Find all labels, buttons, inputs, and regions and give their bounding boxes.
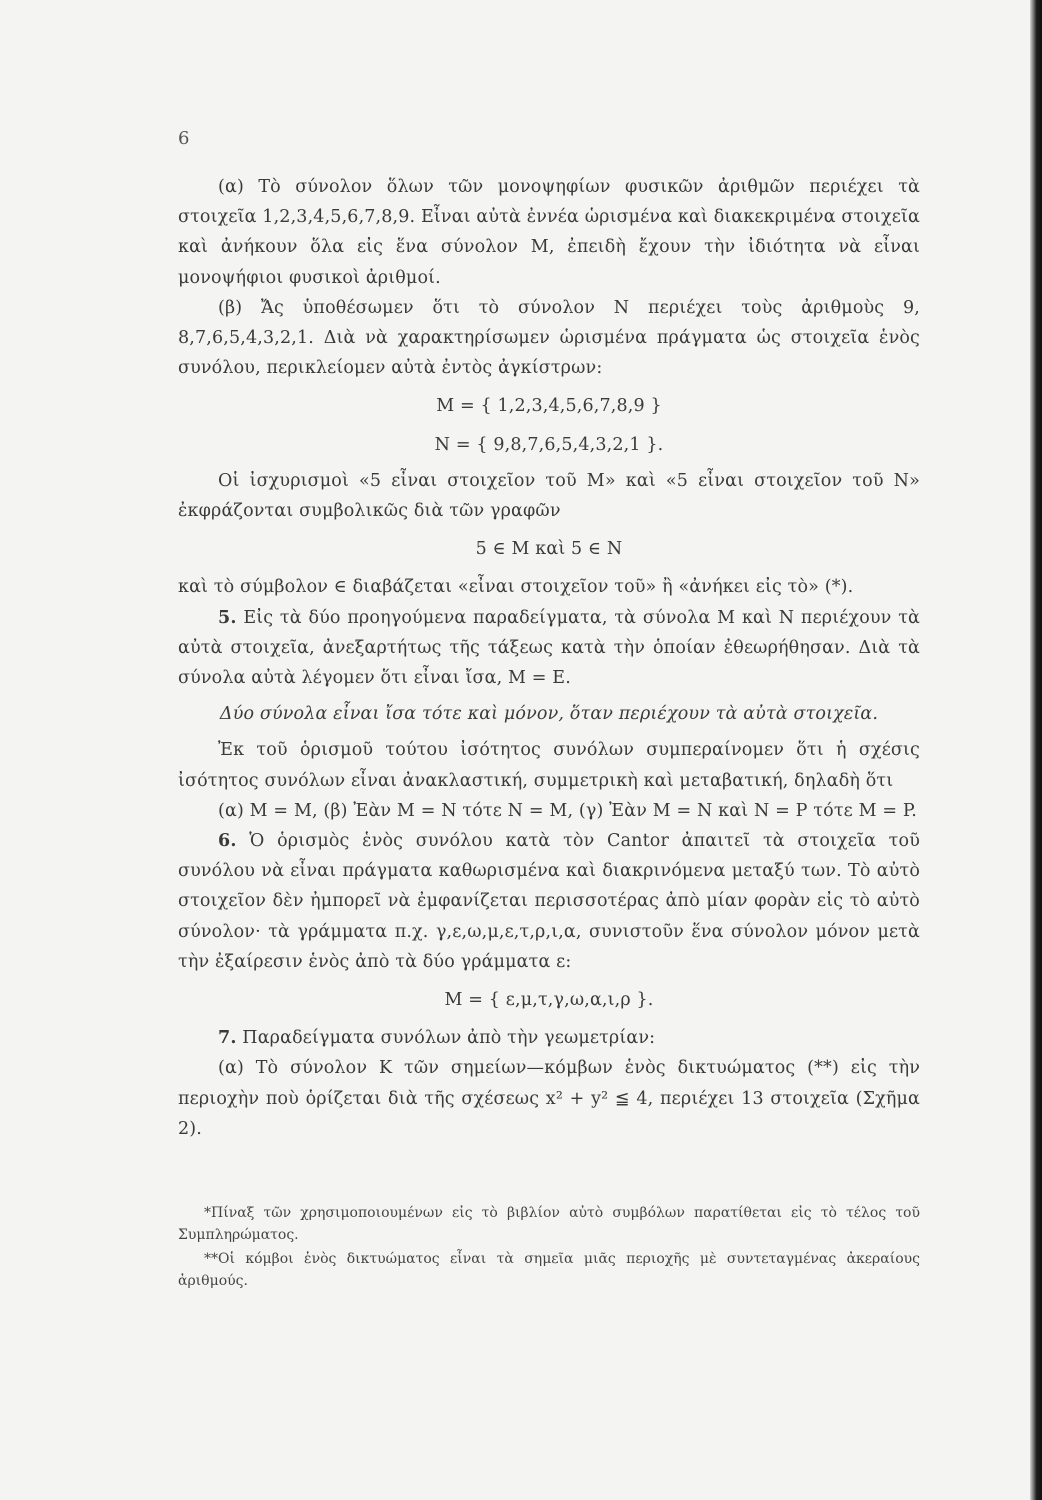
page-number: 6 bbox=[178, 128, 190, 149]
paragraph-symbol-meaning: καὶ τὸ σύμβολον ∈ διαβάζεται «εἶναι στοιχεῖον τοῦ» ἢ «ἀνήκει εἰς τὸ» (*). bbox=[178, 577, 854, 598]
section-5-paragraph bbox=[178, 603, 920, 694]
paragraph-beta-set-n: (β) Ἄς ὑποθέσωμεν ὅτι τὸ σύνολον N περιέχει τοὺς ἀριθμοὺς 9, 8,7,6,5,4,3,2,1. Διὰ νὰ χαρακτηρίσωμεν ὡρισμένα πράγματα ὡς στοιχεῖα ἑνὸς συνόλου, περικλείομεν αὐτὰ ἐντὸς ἀγκίστρων: bbox=[178, 297, 920, 379]
section-number-7: 7. bbox=[218, 1028, 237, 1049]
footnotes bbox=[178, 1202, 920, 1294]
page-edge-shadow bbox=[1030, 0, 1042, 1500]
section-6-paragraph bbox=[178, 826, 920, 977]
equation-set-m: M = { 1,2,3,4,5,6,7,8,9 } bbox=[436, 396, 662, 417]
equation-letter-set: M = { ε,μ,τ,γ,ω,α,ι,ρ }. bbox=[444, 990, 654, 1011]
footnote-1: *Πίναξ τῶν χρησιμοποιουμένων εἰς τὸ βιβλίον αὐτὸ συμβόλων παρατίθεται εἰς τὸ τέλος τοῦ Συμπληρώματος. bbox=[178, 1205, 920, 1243]
equation-membership: 5 ∈ M καὶ 5 ∈ N bbox=[475, 539, 623, 560]
section-7-paragraph bbox=[178, 1023, 920, 1053]
paragraph-claims: Οἱ ἰσχυρισμοὶ «5 εἶναι στοιχεῖον τοῦ M» καὶ «5 εἶναι στοιχεῖον τοῦ N» ἐκφράζονται συμβολικῶς διὰ τῶν γραφῶν bbox=[178, 470, 920, 522]
paragraph-properties-list: (α) M = M, (β) Ἐὰν M = N τότε N = M, (γ) Ἐὰν M = N καὶ N = P τότε M = P. bbox=[218, 800, 917, 821]
body-text bbox=[178, 172, 920, 1144]
footnote-2: **Οἱ κόμβοι ἑνὸς δικτυώματος εἶναι τὰ σημεῖα μιᾶς περιοχῆς μὲ συντεταγμένας ἀκεραίους ἀριθμούς. bbox=[178, 1251, 920, 1289]
paragraph-lattice-example: (α) Τὸ σύνολον K τῶν σημείων—κόμβων ἑνὸς δικτυώματος (**) εἰς τὴν περιοχὴν ποὺ ὁρίζεται διὰ τῆς σχέσεως x² + y² ≦ 4, περιέχει 13 στοιχεῖα (Σχῆμα 2). bbox=[178, 1058, 920, 1139]
section-number-6: 6. bbox=[218, 831, 237, 852]
section-5-text: Εἰς τὰ δύο προηγούμενα παραδείγματα, τὰ σύνολα M καὶ N περιέχουν τὰ αὐτὰ στοιχεῖα, ἀνεξαρτήτως τῆς τάξεως κατὰ τὴν ὁποίαν ἐθεωρήθησαν. Διὰ τὰ σύνολα αὐτὰ λέγομεν ὅτι εἶναι ἴσα, M = E. bbox=[178, 607, 920, 689]
section-6-text: Ὁ ὁρισμὸς ἑνὸς συνόλου κατὰ τὸν Cantor ἀπαιτεῖ τὰ στοιχεῖα τοῦ συνόλου νὰ εἶναι πράγματα καθωρισμένα καὶ διακρινόμενα μεταξύ των. Τὸ αὐτὸ στοιχεῖον δὲν ἠμπορεῖ νὰ ἐμφανίζεται περισσοτέρας ἀπὸ μίαν φορὰν εἰς τὸ αὐτὸ σύνολον· τὰ γράμματα π.χ. γ,ε,ω,μ,ε,τ,ρ,ι,α, συνιστοῦν ἕνα σύνολον μόνον μετὰ τὴν ἐξαίρεσιν ἑνὸς ἀπὸ τὰ δύο γράμματα ε: bbox=[178, 831, 920, 972]
paragraph-equality-properties: Ἐκ τοῦ ὁρισμοῦ τούτου ἰσότητος συνόλων συμπεραίνομεν ὅτι ἡ σχέσις ἰσότητος συνόλων εἶναι ἀνακλαστική, συμμετρικὴ καὶ μεταβατική, δηλαδὴ ὅτι bbox=[178, 740, 920, 791]
section-7-text: Παραδείγματα συνόλων ἀπὸ τὴν γεωμετρίαν: bbox=[242, 1028, 656, 1049]
section-number-5: 5. bbox=[218, 607, 237, 628]
equation-set-n: N = { 9,8,7,6,5,4,3,2,1 }. bbox=[434, 434, 664, 455]
definition-equal-sets: Δύο σύνολα εἶναι ἴσα τότε καὶ μόνον, ὅταν περιέχουν τὰ αὐτὰ στοιχεῖα. bbox=[219, 704, 879, 725]
paragraph-alpha-digits: (α) Τὸ σύνολον ὅλων τῶν μονοψηφίων φυσικῶν ἀριθμῶν περιέχει τὰ στοιχεῖα 1,2,3,4,5,6,7,8,9. Εἶναι αὐτὰ ἐννέα ὡρισμένα καὶ διακεκριμένα στοιχεῖα καὶ ἀνήκουν ὅλα εἰς ἕνα σύνολον M, ἐπειδὴ ἔχουν τὴν ἰδιότητα νὰ εἶναι μονοψήφιοι φυσικοὶ ἀριθμοί. bbox=[178, 177, 920, 288]
